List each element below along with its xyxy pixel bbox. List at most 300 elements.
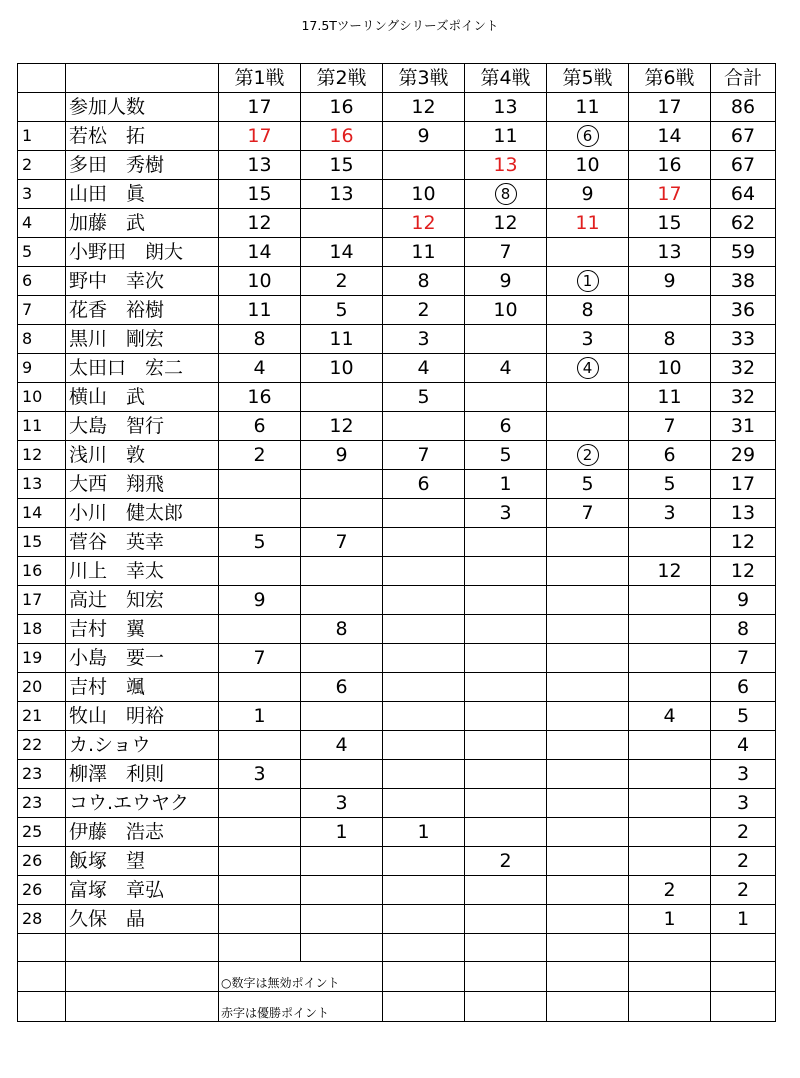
points-value: 7 (417, 443, 430, 466)
points-value: 1 (499, 472, 512, 495)
rank-cell: 14 (18, 499, 66, 528)
race-points-cell (383, 354, 465, 383)
points-value: 11 (329, 327, 354, 350)
rank-cell: 6 (18, 267, 66, 296)
race-points-cell (629, 412, 711, 441)
total-points: 2 (711, 818, 776, 847)
driver-name: 高辻 知宏 (66, 586, 219, 615)
race-points-cell (219, 296, 301, 325)
race-points-cell (301, 876, 383, 905)
race-points-cell (301, 383, 383, 412)
header-blank (66, 64, 219, 93)
points-value: 3 (663, 501, 676, 524)
total-points: 8 (711, 615, 776, 644)
total-points: 1 (711, 905, 776, 934)
driver-name: 若松 拓 (66, 122, 219, 151)
race-points-cell (547, 209, 629, 238)
points-value: 2 (663, 878, 676, 901)
total-points: 7 (711, 644, 776, 673)
invalid-points-note: ○数字は無効ポイント (219, 962, 383, 992)
header-blank (18, 64, 66, 93)
race-points-cell (465, 731, 547, 760)
race-points-cell (547, 151, 629, 180)
points-value: 9 (335, 443, 348, 466)
race-points-cell (629, 151, 711, 180)
race-points-cell (383, 586, 465, 615)
points-value: 8 (335, 617, 348, 640)
table-row (18, 383, 776, 412)
header-total: 合計 (711, 64, 776, 93)
race-points-cell (383, 760, 465, 789)
race-points-cell (219, 905, 301, 934)
points-value: 3 (335, 791, 348, 814)
race-points-cell (383, 528, 465, 557)
points-value: 8 (253, 327, 266, 350)
race-points-cell (465, 122, 547, 151)
race-points-cell (383, 325, 465, 354)
race-points-cell (465, 441, 547, 470)
race-points-cell (547, 296, 629, 325)
race-points-cell (547, 354, 629, 383)
race-points-cell (547, 557, 629, 586)
race-points-cell (465, 905, 547, 934)
race-points-cell (465, 818, 547, 847)
race-points-cell (301, 267, 383, 296)
driver-name: 大島 智行 (66, 412, 219, 441)
table-row (18, 615, 776, 644)
points-value: 4 (335, 733, 348, 756)
race-points-cell (629, 760, 711, 789)
race-points-cell (629, 296, 711, 325)
points-value: 10 (247, 269, 272, 292)
race-points-cell (547, 760, 629, 789)
driver-name: 小野田 朗大 (66, 238, 219, 267)
driver-name: コウ.エウヤク (66, 789, 219, 818)
race-points-cell (301, 470, 383, 499)
rank-cell: 28 (18, 905, 66, 934)
race-points-cell (629, 818, 711, 847)
race-points-cell (219, 615, 301, 644)
points-value: 15 (329, 153, 354, 176)
race-points-cell (219, 760, 301, 789)
points-value: 6 (253, 414, 266, 437)
table-row (18, 905, 776, 934)
table-row (18, 818, 776, 847)
race-points-cell (547, 789, 629, 818)
invalid-points-value: 8 (495, 183, 517, 205)
race-points-cell (629, 383, 711, 412)
race-points-cell (465, 470, 547, 499)
points-value: 1 (253, 704, 266, 727)
race-points-cell (465, 209, 547, 238)
table-row (18, 673, 776, 702)
points-value: 2 (499, 849, 512, 872)
race-points-cell (629, 702, 711, 731)
points-value: 13 (247, 153, 272, 176)
blank-cell (465, 992, 547, 1022)
blank-cell (711, 992, 776, 1022)
race-points-cell (219, 557, 301, 586)
race-points-cell (219, 151, 301, 180)
points-value: 4 (663, 704, 676, 727)
race-points-cell (547, 499, 629, 528)
driver-name: 小島 要一 (66, 644, 219, 673)
race-points-cell (219, 528, 301, 557)
points-value: 7 (663, 414, 676, 437)
series-points-table (17, 63, 776, 1022)
points-value: 1 (417, 820, 430, 843)
race-points-cell (547, 441, 629, 470)
race-points-cell (219, 180, 301, 209)
points-value: 5 (253, 530, 266, 553)
blank-cell (18, 934, 66, 962)
total-points: 13 (711, 499, 776, 528)
points-value: 14 (329, 240, 354, 263)
race-points-cell (301, 557, 383, 586)
race-points-cell (301, 325, 383, 354)
race-points-cell (629, 180, 711, 209)
table-row (18, 528, 776, 557)
race-points-cell (301, 441, 383, 470)
total-points: 62 (711, 209, 776, 238)
rank-cell: 16 (18, 557, 66, 586)
race-points-cell (219, 644, 301, 673)
total-points: 4 (711, 731, 776, 760)
blank-cell (711, 962, 776, 992)
driver-name: 黒川 剛宏 (66, 325, 219, 354)
race-points-cell (301, 644, 383, 673)
header-race-4: 第4戦 (465, 64, 547, 93)
driver-name: 吉村 颯 (66, 673, 219, 702)
rank-cell (18, 93, 66, 122)
race-points-cell (383, 557, 465, 586)
points-value: 10 (493, 298, 518, 321)
race-points-cell (219, 122, 301, 151)
race-points-cell (301, 760, 383, 789)
race-points-cell (629, 644, 711, 673)
race-points-cell (301, 789, 383, 818)
points-value: 9 (663, 269, 676, 292)
race-points-cell (629, 354, 711, 383)
driver-name: 浅川 敦 (66, 441, 219, 470)
points-value: 2 (253, 443, 266, 466)
rank-cell: 10 (18, 383, 66, 412)
rank-cell: 12 (18, 441, 66, 470)
rank-cell: 19 (18, 644, 66, 673)
race-points-cell (383, 122, 465, 151)
points-value: 2 (417, 298, 430, 321)
total-points: 32 (711, 383, 776, 412)
race-points-cell (547, 644, 629, 673)
blank-cell (629, 992, 711, 1022)
race-points-cell (547, 818, 629, 847)
rank-cell: 25 (18, 818, 66, 847)
race-points-cell (629, 615, 711, 644)
table-row (18, 441, 776, 470)
participants-label: 参加人数 (66, 93, 219, 122)
race-points-cell (219, 354, 301, 383)
race-points-cell (465, 499, 547, 528)
points-value: 13 (657, 240, 682, 263)
participants-count: 11 (547, 93, 629, 122)
points-value: 8 (663, 327, 676, 350)
race-points-cell (629, 267, 711, 296)
total-points: 12 (711, 528, 776, 557)
race-points-cell (547, 528, 629, 557)
table-row (18, 151, 776, 180)
race-points-cell (629, 876, 711, 905)
race-points-cell (219, 673, 301, 702)
blank-cell (465, 962, 547, 992)
points-value: 2 (335, 269, 348, 292)
race-points-cell (383, 673, 465, 702)
invalid-points-value: 1 (577, 270, 599, 292)
table-row (18, 586, 776, 615)
total-points: 38 (711, 267, 776, 296)
race-points-cell (629, 325, 711, 354)
race-points-cell (383, 412, 465, 441)
table-row (18, 731, 776, 760)
race-points-cell (301, 122, 383, 151)
blank-row (18, 934, 776, 962)
points-value: 10 (329, 356, 354, 379)
points-value: 12 (493, 211, 518, 234)
rank-cell: 26 (18, 876, 66, 905)
race-points-cell (629, 209, 711, 238)
table-row (18, 209, 776, 238)
driver-name: 牧山 明裕 (66, 702, 219, 731)
winner-points-value: 12 (411, 211, 436, 234)
points-value: 11 (493, 124, 518, 147)
rank-cell: 23 (18, 789, 66, 818)
points-value: 8 (581, 298, 594, 321)
points-value: 4 (417, 356, 430, 379)
page-title: 17.5Tツーリングシリーズポイント (301, 18, 499, 33)
race-points-cell (219, 876, 301, 905)
table-row (18, 470, 776, 499)
race-points-cell (219, 818, 301, 847)
race-points-cell (547, 412, 629, 441)
blank-cell (711, 934, 776, 962)
total-points: 59 (711, 238, 776, 267)
participants-count: 12 (383, 93, 465, 122)
race-points-cell (547, 122, 629, 151)
blank-cell (219, 934, 301, 962)
invalid-points-value: 4 (577, 357, 599, 379)
race-points-cell (465, 325, 547, 354)
race-points-cell (219, 499, 301, 528)
race-points-cell (219, 847, 301, 876)
participants-total: 86 (711, 93, 776, 122)
driver-name: 川上 幸太 (66, 557, 219, 586)
points-value: 12 (657, 559, 682, 582)
race-points-cell (219, 238, 301, 267)
points-value: 12 (247, 211, 272, 234)
total-points: 32 (711, 354, 776, 383)
race-points-cell (383, 383, 465, 412)
participants-count: 16 (301, 93, 383, 122)
rank-cell: 21 (18, 702, 66, 731)
winner-points-value: 17 (247, 124, 272, 147)
race-points-cell (629, 905, 711, 934)
blank-cell (629, 934, 711, 962)
blank-cell (547, 962, 629, 992)
header-race-3: 第3戦 (383, 64, 465, 93)
blank-cell (301, 934, 383, 962)
blank-cell (547, 934, 629, 962)
table-row (18, 876, 776, 905)
race-points-cell (383, 905, 465, 934)
race-points-cell (219, 267, 301, 296)
table-row (18, 267, 776, 296)
table-row (18, 296, 776, 325)
blank-cell (383, 962, 465, 992)
total-points: 29 (711, 441, 776, 470)
race-points-cell (547, 731, 629, 760)
race-points-cell (383, 789, 465, 818)
total-points: 12 (711, 557, 776, 586)
points-value: 7 (581, 501, 594, 524)
race-points-cell (301, 180, 383, 209)
driver-name: 野中 幸次 (66, 267, 219, 296)
race-points-cell (547, 905, 629, 934)
table-row (18, 412, 776, 441)
driver-name: 花香 裕樹 (66, 296, 219, 325)
participants-row (18, 93, 776, 122)
race-points-cell (383, 499, 465, 528)
points-value: 5 (417, 385, 430, 408)
blank-cell (66, 962, 219, 992)
blank-cell (18, 962, 66, 992)
race-points-cell (465, 296, 547, 325)
points-value: 6 (417, 472, 430, 495)
points-value: 3 (499, 501, 512, 524)
table-row (18, 122, 776, 151)
winner-points-note: 赤字は優勝ポイント (219, 992, 383, 1022)
blank-cell (66, 992, 219, 1022)
table-row (18, 354, 776, 383)
race-points-cell (301, 702, 383, 731)
rank-cell: 13 (18, 470, 66, 499)
table-row (18, 847, 776, 876)
points-value: 9 (581, 182, 594, 205)
race-points-cell (301, 238, 383, 267)
driver-name: 吉村 翼 (66, 615, 219, 644)
race-points-cell (219, 441, 301, 470)
race-points-cell (547, 383, 629, 412)
points-value: 3 (253, 762, 266, 785)
points-value: 9 (253, 588, 266, 611)
points-value: 9 (499, 269, 512, 292)
points-value: 12 (329, 414, 354, 437)
table-row (18, 760, 776, 789)
race-points-cell (465, 151, 547, 180)
points-value: 6 (335, 675, 348, 698)
race-points-cell (219, 702, 301, 731)
total-points: 2 (711, 847, 776, 876)
points-value: 14 (247, 240, 272, 263)
race-points-cell (629, 731, 711, 760)
points-value: 11 (657, 385, 682, 408)
race-points-cell (465, 615, 547, 644)
blank-cell (66, 934, 219, 962)
points-value: 8 (417, 269, 430, 292)
points-value: 5 (335, 298, 348, 321)
rank-cell: 4 (18, 209, 66, 238)
points-value: 1 (663, 907, 676, 930)
driver-name: 山田 眞 (66, 180, 219, 209)
points-value: 5 (499, 443, 512, 466)
race-points-cell (219, 412, 301, 441)
blank-cell (629, 962, 711, 992)
race-points-cell (465, 760, 547, 789)
race-points-cell (465, 528, 547, 557)
header-race-1: 第1戦 (219, 64, 301, 93)
race-points-cell (629, 789, 711, 818)
rank-cell: 17 (18, 586, 66, 615)
race-points-cell (547, 586, 629, 615)
points-value: 5 (663, 472, 676, 495)
race-points-cell (301, 586, 383, 615)
winner-points-value: 16 (329, 124, 354, 147)
total-points: 6 (711, 673, 776, 702)
race-points-cell (301, 847, 383, 876)
race-points-cell (383, 644, 465, 673)
rank-cell: 15 (18, 528, 66, 557)
note-row (18, 962, 776, 992)
race-points-cell (465, 644, 547, 673)
race-points-cell (301, 499, 383, 528)
table-row (18, 180, 776, 209)
race-points-cell (301, 905, 383, 934)
race-points-cell (301, 673, 383, 702)
race-points-cell (547, 470, 629, 499)
race-points-cell (465, 586, 547, 615)
race-points-cell (465, 267, 547, 296)
blank-cell (383, 992, 465, 1022)
total-points: 17 (711, 470, 776, 499)
race-points-cell (465, 557, 547, 586)
points-value: 7 (499, 240, 512, 263)
rank-cell: 18 (18, 615, 66, 644)
race-points-cell (383, 876, 465, 905)
driver-name: 大西 翔飛 (66, 470, 219, 499)
winner-points-value: 17 (657, 182, 682, 205)
race-points-cell (383, 818, 465, 847)
table-row (18, 557, 776, 586)
total-points: 67 (711, 122, 776, 151)
race-points-cell (219, 383, 301, 412)
total-points: 67 (711, 151, 776, 180)
race-points-cell (301, 151, 383, 180)
points-value: 6 (663, 443, 676, 466)
race-points-cell (547, 876, 629, 905)
race-points-cell (629, 441, 711, 470)
points-value: 6 (499, 414, 512, 437)
race-points-cell (629, 557, 711, 586)
driver-name: 太田口 宏二 (66, 354, 219, 383)
race-points-cell (465, 412, 547, 441)
points-value: 10 (657, 356, 682, 379)
race-points-cell (301, 528, 383, 557)
driver-name: 富塚 章弘 (66, 876, 219, 905)
points-value: 16 (657, 153, 682, 176)
race-points-cell (547, 238, 629, 267)
race-points-cell (383, 615, 465, 644)
points-value: 7 (253, 646, 266, 669)
driver-name: 小川 健太郎 (66, 499, 219, 528)
participants-count: 13 (465, 93, 547, 122)
